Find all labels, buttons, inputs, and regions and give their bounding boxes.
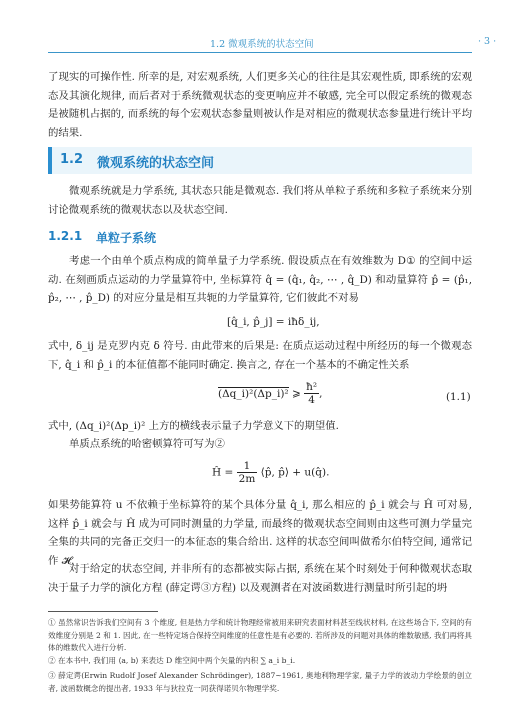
footnote-2: ② 在本书中, 我们用 ⟨a, b⟩ 来表达 D 维空间中两个矢量的内积 ∑ a_i b_i. [48,656,296,665]
hamiltonian-numerator: 1 [237,460,258,473]
uncertainty-fraction [304,381,319,406]
paragraph-3: 考虑一个由单个质点构成的简单量子力学系统. 假设质点在有效维数为 D① 的空间中运动. 在刻画质点运动的力学量算符中, 坐标算符 q̂ = (q̂₁, q̂₂, ⋯ , q̂_D) 和动量算符 p̂ = (p̂₁, p̂₂, ⋯ , p̂_D) 的对应分量是相互共轭的力学量算符, 它们彼此不对易 [48,255,472,304]
uncertainty-equation [218,381,322,406]
hamiltonian-equation [212,460,329,485]
uncertainty-lhs: (Δq_i)²(Δp_i)² [218,387,289,400]
subsection-title: 单粒子系统 [96,231,157,245]
paragraph-2: 微观系统就是力学系统, 其状态只能是微观态. 我们将从单粒子系统和多粒子系统来分别讨论微观系统的微观状态以及状态空间. [48,185,472,216]
footnote-1: ① 虽然常识告诉我们空间有 3 个维度, 但是热力学和统计物理经常被用来研究表面材料甚至线状材料, 在这些场合下, 空间的有效维度分别是 2 和 1. 因此, 在一些特定场合保持空间维度的任意性是有必要的. 若所涉及的问题对具体的维数敏感, 我们再将具体的维数代入进行分析. [48,618,472,652]
paragraph-1: 了现实的可操作性. 所幸的是, 对宏观系统, 人们更多关心的往往是其宏观性质, 即系统的宏观态及其演化规律, 而后者对于系统微观状态的变更响应并不敏感, 完全可以假定系统的微观态是被随机占据的, 而系统的每个宏观状态参量则被认作是对相应的微观状态参量进行统计平均的结果. [48,71,472,139]
hamiltonian-lhs: Ĥ = [212,466,234,479]
section-heading [48,147,472,174]
uncertainty-comma: , [319,387,323,400]
subsection-number: 1.2.1 [48,229,83,243]
hamiltonian-denominator: 2m [238,473,256,485]
paragraph-8: 对于给定的状态空间, 并非所有的态都被实际占据, 系统在某个时刻处于何种微观状态取决于量子力学的演化方程 (薛定谔③方程) 以及观测者在对波函数进行测量时所引起的坍 [48,563,472,594]
section-number: 1.2 [60,152,84,167]
uncertainty-denominator: 4 [308,394,315,406]
hamiltonian-fraction [237,460,258,485]
paragraph-4: 式中, δ_ij 是克罗内克 δ 符号. 由此带来的后果是: 在质点运动过程中所经历的每一个微观态下, q̂_i 和 p̂_i 的本征值都不能同时确定. 换言之, 存在一个基本的不确定性关系 [48,340,472,371]
footnote-rule [48,611,158,612]
equation-label: (1.1) [446,391,471,403]
geq-symbol: ⩾ [291,387,301,400]
hamiltonian-rhs: ⟨p̂, p̂⟩ + u(q̂). [260,466,330,479]
header-rule [48,52,472,53]
footnote-3: ③ 薛定谔(Erwin Rudolf Josef Alexander Schrödinger), 1887~1961, 奥地利物理学家, 量子力学的波动力学绘景的创立者, 波函数概念的提出者, 1933 年与狄拉克一同获得诺贝尔物理学奖. [48,671,472,693]
uncertainty-numerator: ħ² [306,381,318,393]
paragraph-7: 如果势能算符 u 不依赖于坐标算符的某个具体分量 q̂_i, 那么相应的 p̂_i 就会与 Ĥ 可对易, 这样 p̂_i 就会与 Ĥ 成为可同时测量的力学量, 而最终的微观状态空间则由这些可测力学量完全集的共同的完备正交归一的本征态的集合给出. 这样的状态空间叫做希尔伯特空间, 通常记作 𝓗. [48,499,472,567]
paragraph-6: 单质点系统的哈密顿算符可写为② [69,438,225,450]
page-number: · 3 · [478,36,497,47]
commutator-equation: [q̂_i, p̂_j] = iħδ_ij, [227,316,320,328]
running-header-title: 1.2 微观系统的状态空间 [210,39,314,50]
paragraph-5: 式中, (Δq_i)²(Δp_i)² 上方的横线表示量子力学意义下的期望值. [48,420,339,432]
section-title: 微观系统的状态空间 [97,156,215,171]
